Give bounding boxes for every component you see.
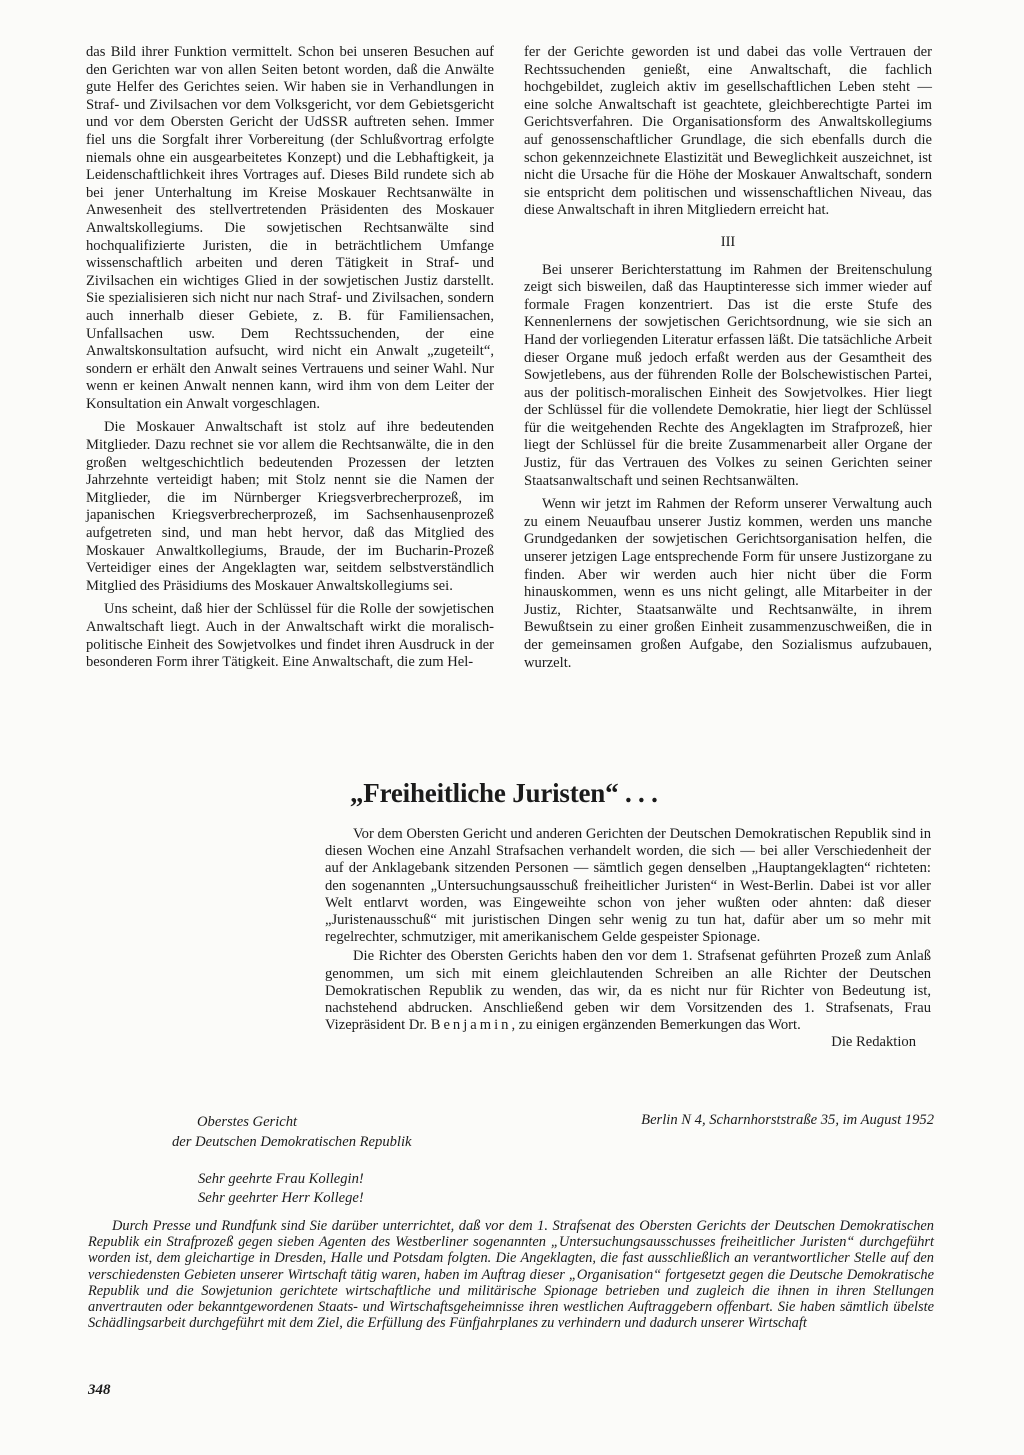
letter-body: [88, 1218, 934, 1331]
salutation-line-2: Sehr geehrter Herr Kollege!: [198, 1190, 364, 1206]
intro-paragraph-2-end: , zu einigen ergänzenden Bemerkungen das Wort.: [511, 1017, 801, 1034]
intro-paragraph-2-text: Die Richter des Obersten Gerichts haben den vor dem 1. Strafsenat geführten Prozeß zum Anlaß genommen, um sich mit einem gleichlautenden Schreiben an alle Richter der Deutschen Demokratischen Republik zu wenden, das wir, da es nicht nur für Richter von Bedeutung ist, nachstehend abdrucken. Anschließend geben wir dem Vorsitzenden des 1. Strafsenats, Frau Vizepräsident Dr.: [325, 948, 931, 1034]
letter-sender: [172, 1112, 472, 1152]
section-number: III: [720, 233, 736, 250]
letter-place-date: Berlin N 4, Scharnhorststraße 35, im August 1952: [641, 1112, 934, 1128]
left-paragraph-1: das Bild ihrer Funktion vermittelt. Schon bei unseren Besuchen auf den Gerichten war von allen Seiten betont worden, daß die Anwälte gute Helfer des Gerichtes seien. Wir haben sie in Verhandlungen in Straf- und Zivilsachen vor dem Volksgericht, vor dem Gebietsgericht und vor dem Obersten Gericht der UdSSR auftreten sehen. Immer fiel uns die Sorgfalt ihrer Vorbereitung (der Schlußvortrag erfolgte niemals ohne ein ausgearbeitetes Konzept) und die Lebhaftigkeit, ja Leidenschaftlichkeit ihres Vortrages auf. Dieses Bild rundete sich ab bei jener Unterhaltung im Kreise Moskauer Rechtsanwälte in Anwesenheit des stellvertretenden Präsidenten des Moskauer Anwaltskollegiums. Die sowjetischen Rechtsanwälte sind hochqualifizierte Juristen, die in beträchtlichem Umfange wissenschaftlich arbeiten und deren Tätigkeit in Straf- und Zivilsachen ein wichtiges Glied in der sowjetischen Justiz darstellt. Sie spezialisieren sich nicht nur nach Straf- und Zivilsachen, sondern auch innerhalb dieser Gebiete, z. B. für Familiensachen, Unfallsachen usw. Dem Rechtssuchenden, der eine Anwaltskonsultation aufsucht, wird nicht ein Anwalt „zugeteilt“, sondern er erhält den Anwalt seines Vertrauens und seiner Wahl. Nur wenn er keinen Anwalt nennen kann, wird ihm von dem Leiter der Konsultation ein Anwalt vorgeschlagen.: [86, 44, 494, 412]
letter-paragraph: Durch Presse und Rundfunk sind Sie darüber unterrichtet, daß vor dem 1. Strafsenat des Obersten Gerichts der Deutschen Demokratischen Republik ein Strafprozeß gegen sieben Agenten des Westberliner sogenannten „Untersuchungsausschusses freiheitlicher Juristen“ durchgeführt worden ist, dem gleichartige in Dresden, Halle und Potsdam folgten. Die Angeklagten, die fast ausschließlich an verantwortlicher Stelle auf den verschiedensten Gebieten unserer Wirtschaft tätig waren, haben im Auftrag dieser „Organisation“ fortgesetzt gegen die Deutsche Demokratische Republik und die Sowjetunion gerichtete wirtschaftliche und militärische Spionage betrieben und zugleich die ihnen in ihren Stellungen anvertrauten oder bekanntgewordenen Staats- und Wirtschaftsgeheimnisse ihren westlichen Auftraggebern offenbart. Sie haben sämtlich übelste Schädlingsarbeit durchgeführt mit dem Ziel, die Erfüllung des Fünfjahrplanes zu verhindern und dadurch unserer Wirtschaft: [88, 1218, 934, 1332]
intro-paragraph-2: [325, 948, 931, 1034]
left-paragraph-3: Uns scheint, daß hier der Schlüssel für die Rolle der sowjetischen Anwaltschaft liegt. Auch in der Anwaltschaft wirkt die moralisch-politische Einheit des Sowjetvolkes und findet ihren Ausdruck in der besonderen Form ihrer Tätigkeit. Eine Anwaltschaft, die zum Hel-: [86, 601, 494, 671]
sender-line-2: der Deutschen Demokratischen Republik: [172, 1134, 412, 1150]
letter-salutation: [198, 1170, 518, 1208]
page-number: 348: [88, 1382, 111, 1398]
right-paragraph-3: Wenn wir jetzt im Rahmen der Reform unserer Verwaltung auch zu einem Neuaufbau unserer Justiz kommen, werden uns manche Grundgedanken der sowjetischen Gerichtsorganisation helfen, die unserer jetzigen Lage entsprechende Form für unsere Justizorgane zu finden. Aber wir werden auch hier nicht über die Form hinauskommen, wenn es uns nicht gelingt, alle Mitarbeiter in der Justiz, Richter, Staatsanwälte und Rechtsanwälte, in ihrem Bewußtsein zu einer großen Einheit zusammenzuschweißen, die in der gemeinsamen großen Aufgabe, den Sozialismus aufzubauen, wurzelt.: [524, 496, 932, 671]
right-column: [524, 44, 932, 672]
author-name: Benjamin: [430, 1017, 512, 1034]
left-paragraph-2: Die Moskauer Anwaltschaft ist stolz auf ihre bedeutenden Mitglieder. Dazu rechnet sie vor allem die Rechtsanwälte, die in den großen weltgeschichtlich bedeutenden Prozessen der letzten Jahrzehnte verteidigt haben; mit Stolz nennt sie die Namen der Mitglieder, die im Nürnberger Kriegsverbrecherprozeß, im japanischen Kriegsverbrecherprozeß, im Sachsenhausenprozeß aufgetreten sind, und man hebt hervor, daß das Mitglied des Moskauer Anwaltkollegiums, Braude, der im Bucharin-Prozeß Verteidiger eines der Angeklagten war, seitdem selbstverständlich Mitglied des Präsidiums des Moskauer Anwaltskollegiums sei.: [86, 419, 494, 594]
right-paragraph-1: fer der Gerichte geworden ist und dabei das volle Vertrauen der Rechtssuchenden genießt, eine Anwaltschaft, die fachlich hochgebildet, zugleich aktiv im gesellschaftlichen Leben steht — eine solche Anwaltschaft ist geachtete, gleichberechtigte Partei im Gerichtsverfahren. Die Organisationsform des Anwaltskollegiums auf genossenschaftlicher Grundlage, die sich ebenfalls durch die schon gekennzeichnete Elastizität und Beweglichkeit auszeichnet, ist nicht die Ursache für die Höhe der Moskauer Anwaltschaft, sondern sie entspricht dem politischen und wissenschaftlichen Niveau, das diese Anwaltschaft in ihren Mitgliedern erreicht hat.: [524, 44, 932, 219]
article-title: „Freiheitliche Juristen“ . . .: [350, 778, 658, 808]
sender-line-1: Oberstes Gericht: [197, 1114, 298, 1130]
intro-paragraph-1: Vor dem Obersten Gericht und anderen Gerichten der Deutschen Demokratischen Republik sind in diesen Wochen eine Anzahl Strafsachen verhandelt worden, die sich — bei aller Verschiedenheit der auf der Anklagebank sitzenden Personen — sämtlich gegen denselben „Hauptangeklagten“ richteten: den sogenannten „Untersuchungsausschuß freiheitlicher Juristen“ in West-Berlin. Dabei ist vor aller Welt entlarvt worden, was Eingeweihte schon von jeher wußten oder ahnten: daß dieser „Juristenausschuß“ mit juristischen Dingen sehr wenig zu tun hat, dafür aber um so mehr mit regelrechter, schmutziger, mit amerikanischem Gelde gespeister Spionage.: [325, 826, 931, 946]
right-paragraph-2: Bei unserer Berichterstattung im Rahmen der Breitenschulung zeigt sich bisweilen, daß das Hauptinteresse sich immer wieder auf formale Fragen konzentriert. Das ist die erste Stufe des Kennenlernens der sowjetischen Gerichtsordnung, wie sie sich an Hand der vorliegenden Literatur erfassen läßt. Die tatsächliche Arbeit dieser Organe muß jedoch erfaßt werden aus der Gesamtheit des Sowjetlebens, aus der führenden Rolle der Bolschewistischen Partei, aus der politisch-moralischen Einheit des Sowjetvolkes. Hier liegt der Schlüssel für die vollendete Demokratie, hier liegt der Schlüssel für die weitgehenden Rechte des Angeklagten im Strafprozeß, hier liegt der Schlüssel für die breite Zusammenarbeit aller Organe der Justiz, für das Vertrauen des Volkes zu seinen Gerichten seiner Staatsanwaltschaft und seinen Rechtsanwälten.: [524, 261, 932, 489]
left-column: [86, 44, 494, 672]
salutation-line-1: Sehr geehrte Frau Kollegin!: [198, 1171, 364, 1187]
editorial-signature: Die Redaktion: [831, 1034, 916, 1051]
article-intro: [325, 826, 931, 1052]
